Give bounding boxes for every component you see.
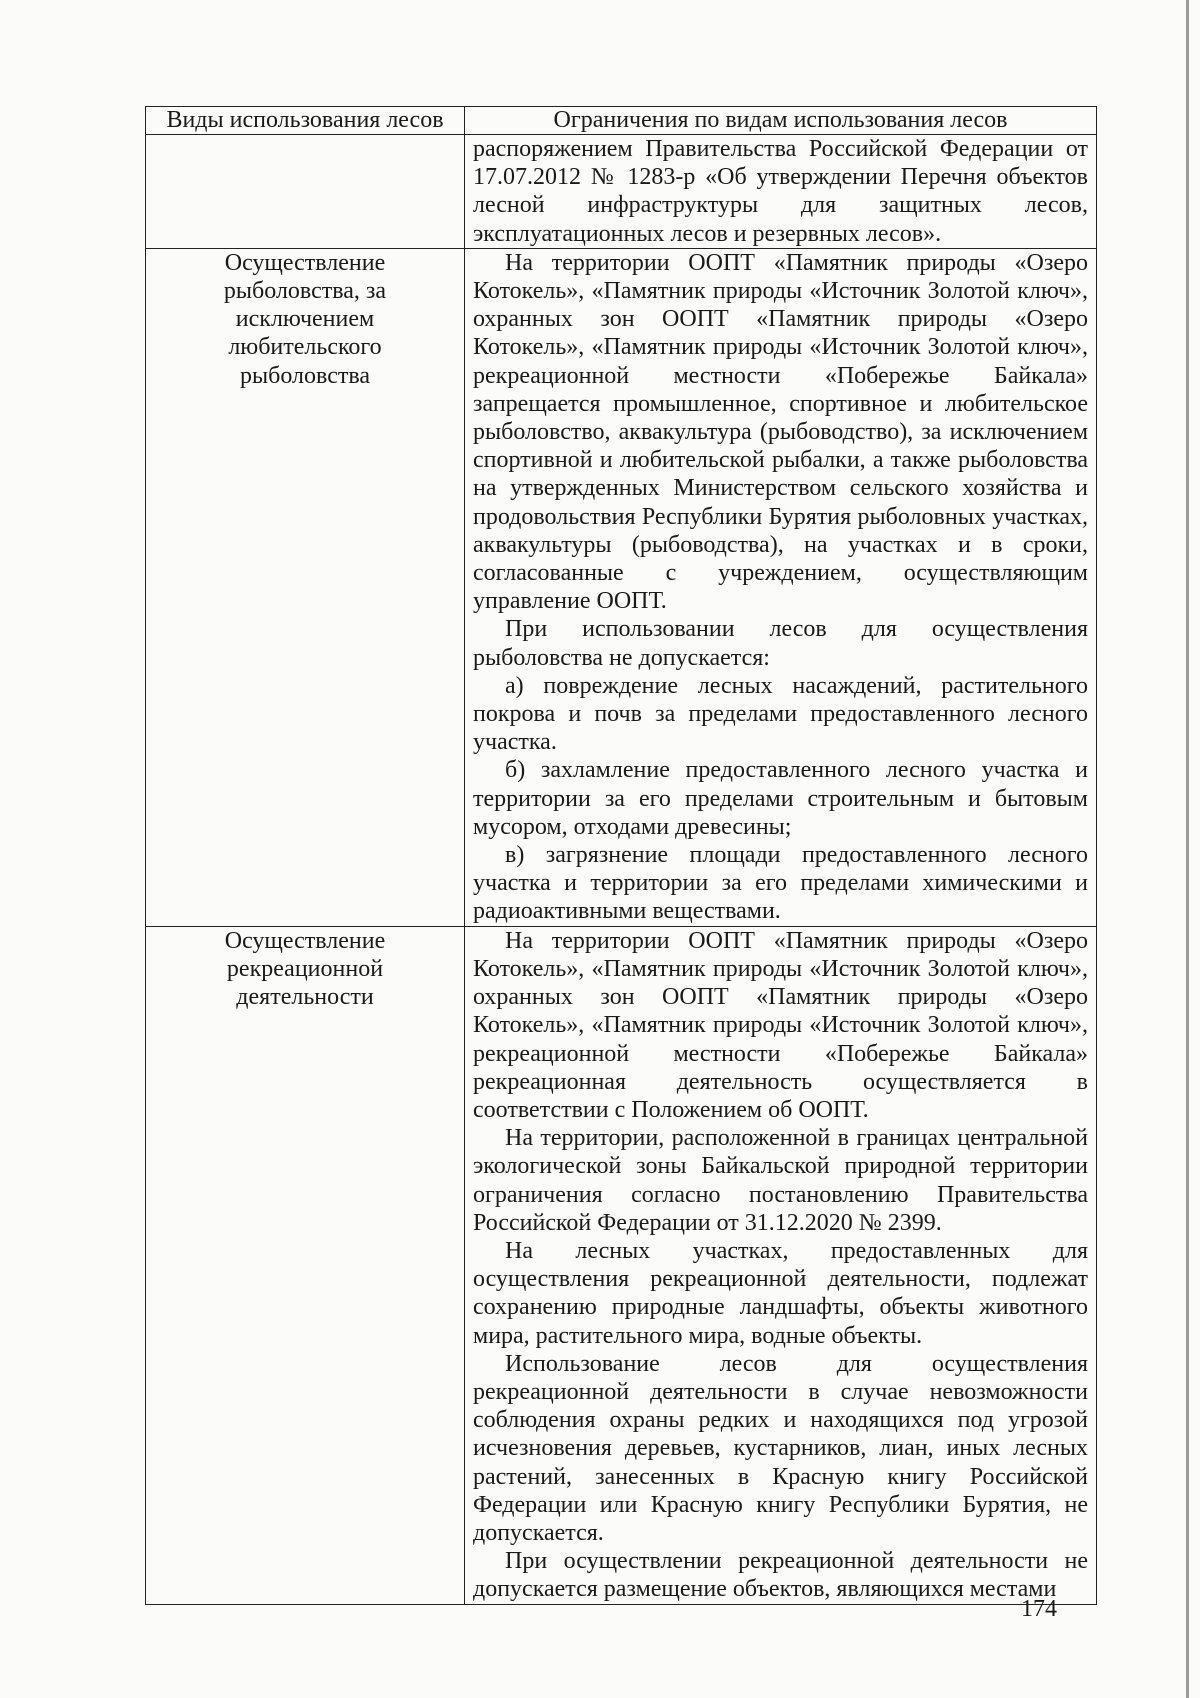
restriction-paragraph: а) повреждение лесных насаждений, растительного покрова и почв за пределами предоставленного лесного участка. — [473, 672, 1088, 756]
row-use-type — [146, 135, 465, 249]
row-restrictions — [465, 926, 1097, 1604]
restriction-paragraph: При осуществлении рекреационной деятельности не допускается размещение объектов, являющихся местами — [473, 1548, 1088, 1603]
restriction-paragraph: На территории, расположенной в границах центральной экологической зоны Байкальской природной территории ограничения согласно постановлению Правительства Российской Федерации от 31.12.2020 № 2399. — [473, 1125, 1088, 1236]
table-header-row — [146, 107, 1097, 135]
header-forest-use-types: Виды использования лесов — [146, 107, 465, 135]
restriction-paragraph: распоряжением Правительства Российской Федерации от 17.07.2012 № 1283-р «Об утверждении Перечня объектов лесной инфраструктуры для защитных лесов, эксплуатационных лесов и резервных лесов». — [473, 136, 1088, 247]
header-restrictions: Ограничения по видам использования лесов — [465, 107, 1097, 135]
table-row — [146, 135, 1097, 249]
row-use-type — [146, 248, 465, 926]
row-restrictions — [465, 135, 1097, 249]
use-type-label: Осуществление рекреационной деятельности — [224, 927, 386, 1011]
forest-use-restrictions-table — [145, 106, 1097, 1605]
table-row — [146, 248, 1097, 926]
restriction-paragraph: в) загрязнение площади предоставленного лесного участка и территории за его пределами химическими и радиоактивными веществами. — [473, 842, 1088, 925]
restriction-paragraph: Использование лесов для осуществления рекреационной деятельности в случае невозможности соблюдения охраны редких и находящихся под угрозой исчезновения деревьев, кустарников, лиан, иных лесных растений, занесенных в Красную книгу Российской Федерации или Красную книгу Республики Бурятия, не допускается. — [473, 1350, 1088, 1546]
restriction-paragraph: На лесных участках, предоставленных для осуществления рекреационной деятельности, подлежат сохранению природные ландшафты, объекты животного мира, растительного мира, водные объекты. — [473, 1237, 1088, 1349]
row-restrictions — [465, 248, 1097, 926]
table-row — [146, 926, 1097, 1604]
restriction-paragraph: При использовании лесов для осуществления рыболовства не допускается: — [473, 616, 1088, 671]
scan-edge-line — [1186, 0, 1189, 1698]
restriction-paragraph: На территории ООПТ «Памятник природы «Озеро Котокель», «Памятник природы «Источник Золотой ключ», охранных зон ООПТ «Памятник природы «Озеро Котокель», «Памятник природы «Источник Золотой ключ», рекреационной местности «Побережье Байкала» рекреационная деятельность осуществляется в соответствии с Положением об ООПТ. — [473, 927, 1088, 1123]
row-use-type — [146, 926, 465, 1604]
use-type-label: Осуществление рыболовства, за исключением любительского рыболовства — [223, 249, 387, 389]
restriction-paragraph: б) захламление предоставленного лесного участка и территории за его пределами строительным и бытовым мусором, отходами древесины; — [473, 757, 1088, 840]
page-number: 174 — [1021, 1596, 1057, 1622]
restriction-paragraph: На территории ООПТ «Памятник природы «Озеро Котокель», «Памятник природы «Источник Золотой ключ», охранных зон ООПТ «Памятник природы «Озеро Котокель», «Памятник природы «Источник Золотой ключ», рекреационной местности «Побережье Байкала» запрещается промышленное, спортивное и любительское рыболовство, аквакультура (рыбоводство), за исключением спортивной и любительской рыбалки, а также рыболовства на утвержденных Министерством сельского хозяйства и продовольствия Республики Бурятия рыболовных участках, аквакультуры (рыбоводства), на участках и в сроки, согласованные с учреждением, осуществляющим управление ООПТ. — [473, 249, 1088, 615]
